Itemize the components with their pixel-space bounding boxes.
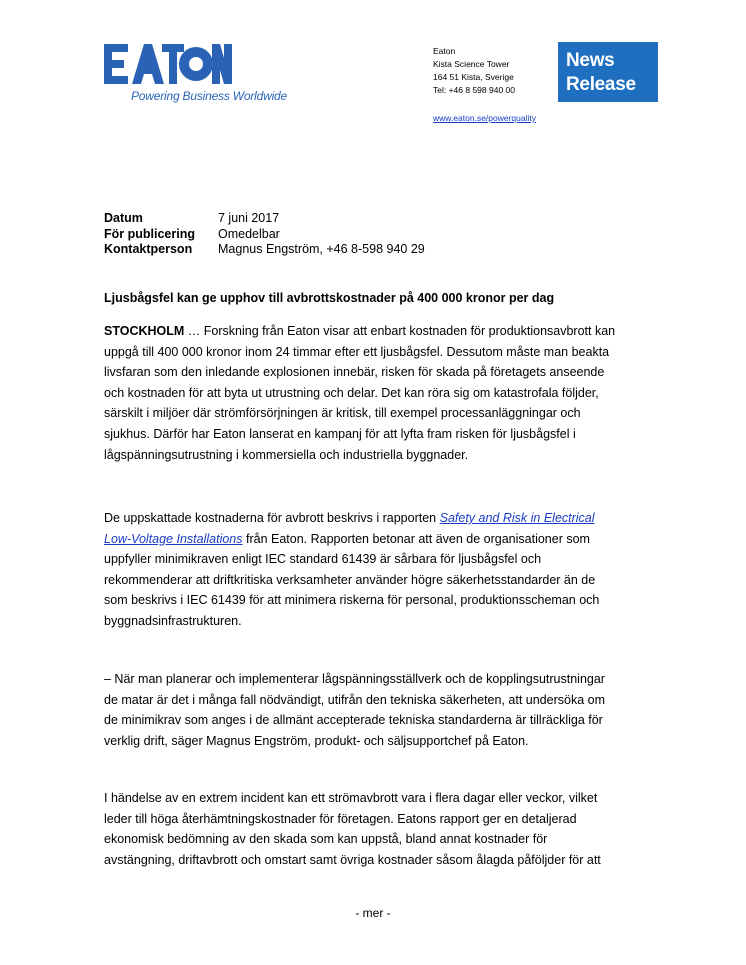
text-line: som beskrivs i IEC 61439 för att minimera riskerna för personal, produktionsscheman och xyxy=(104,593,600,608)
text-line: de minimikrav som anges i de allmänt accepterade tekniska standarderna är tillräckliga för xyxy=(104,713,603,728)
dateline: STOCKHOLM xyxy=(104,324,185,338)
meta-key: Datum xyxy=(104,211,143,225)
text-line: sjukhus. Därför har Eaton lanserat en kampanj för att lyfta fram risken för ljusbågsfel i xyxy=(104,426,576,441)
text-line xyxy=(104,529,644,550)
meta-key: Kontaktperson xyxy=(104,242,193,256)
text-line-rest: … Forskning från Eaton visar att enbart kostnaden för produktionsavbrott kan xyxy=(184,324,616,338)
meta-value: 7 juni 2017 xyxy=(218,211,280,225)
text-line: avstängning, driftavbrott och omstart samt övriga kostnader såsom ålagda påföljder för att xyxy=(104,852,601,867)
text-line: verklig drift, säger Magnus Engström, produkt- och säljsupportchef på Eaton. xyxy=(104,733,529,748)
website-link[interactable]: www.eaton.se/powerquality xyxy=(433,113,537,123)
text-line: – När man planerar och implementerar lågspänningsställverk och de kopplingsutrustningar xyxy=(104,672,605,686)
text-line: byggnadsinfrastrukturen. xyxy=(104,613,242,628)
text-line: lågspänningsutrustning i kommersiella och industriella byggnader. xyxy=(104,447,469,462)
address-line: 164 51 Kista, Sverige xyxy=(433,72,514,82)
eaton-logo xyxy=(104,44,288,106)
paragraph-4 xyxy=(104,788,644,870)
address-line: Eaton xyxy=(433,46,456,56)
text-line: uppgå till 400 000 kronor inom 24 timmar efter ett ljusbågsfel. Dessutom måste man beakta xyxy=(104,344,610,359)
paragraph-2 xyxy=(104,508,644,632)
address-block xyxy=(433,45,537,123)
text-segment: från Eaton. Rapporten betonar att även de organisationer som xyxy=(242,531,590,546)
headline: Ljusbågsfel kan ge upphov till avbrottskostnader på 400 000 kronor per dag xyxy=(104,291,555,305)
address-line: Tel: +46 8 598 940 00 xyxy=(433,85,515,95)
meta-value: Omedelbar xyxy=(218,226,280,241)
text-line: de matar är det i många fall nödvändigt, utifrån den tekniska säkerheten, att undersöka om xyxy=(104,692,605,707)
continued-marker: - mer - xyxy=(355,906,391,920)
address-line: Kista Science Tower xyxy=(433,59,510,69)
meta-key: För publicering xyxy=(104,226,195,241)
text-line: leder till höga återhämtningskostnader för företagen. Eatons rapport ger en detaljerad xyxy=(104,811,577,826)
text-line: I händelse av en extrem incident kan ett strömavbrott vara i flera dagar eller veckor, vilket xyxy=(104,791,598,805)
news-release-badge xyxy=(558,42,658,102)
eaton-wordmark xyxy=(104,44,232,84)
paragraph-1 xyxy=(104,321,644,465)
text-line: uppfyller minimikraven enligt IEC standard 61439 är sårbara för ljusbågsfel och xyxy=(104,552,542,567)
report-link[interactable]: Safety and Risk in Electrical xyxy=(439,511,595,525)
text-line: och kostnaden för att byta ut utrustning och delar. Det kan röra sig om katastrofala följder, xyxy=(104,385,599,400)
meta-value: Magnus Engström, +46 8-598 940 29 xyxy=(218,242,425,256)
report-link[interactable]: Low-Voltage Installations xyxy=(104,531,243,546)
text-line: livsfaran som den inledande explosionen innebär, risken för skada på företagets anseende xyxy=(104,365,605,380)
tagline: Powering Business Worldwide xyxy=(131,89,288,103)
text-line xyxy=(104,508,644,529)
paragraph-3 xyxy=(104,669,644,751)
news-release-line: Release xyxy=(566,74,636,95)
text-line: särskilt i miljöer där strömförsörjningen är kritisk, till exempel processanläggningar och xyxy=(104,406,581,421)
text-line: ekonomisk bedömning av den skada som kan uppstå, bland annat kostnader för xyxy=(104,832,548,847)
news-release-line: News xyxy=(566,50,615,71)
text-line xyxy=(104,321,644,342)
text-segment: De uppskattade kostnaderna för avbrott beskrivs i rapporten xyxy=(104,511,440,525)
text-line: rekommenderar att driftkritiska verksamheter använder högre säkerhetsstandarder än de xyxy=(104,572,596,587)
